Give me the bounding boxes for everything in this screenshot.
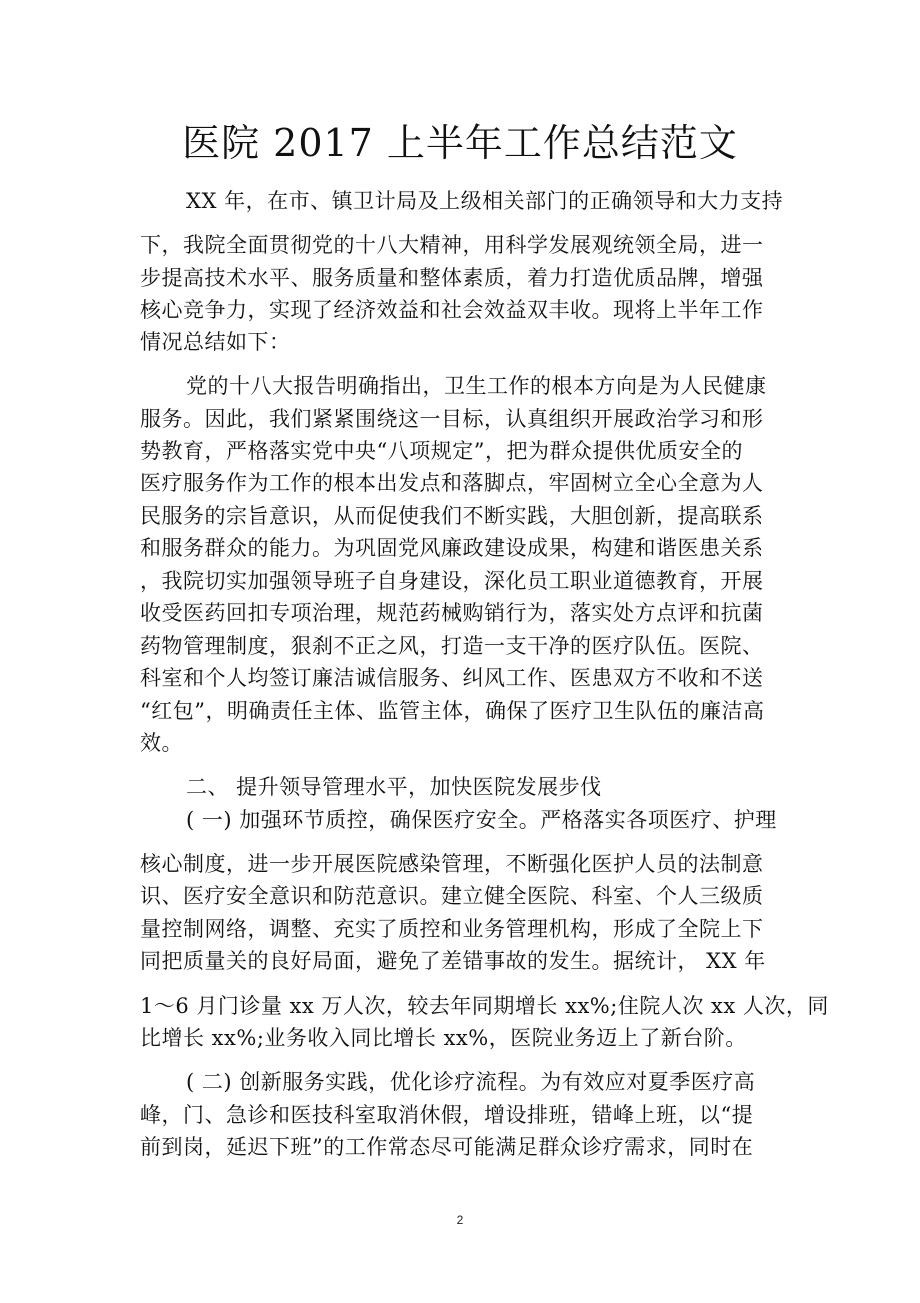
text-line: 识、医疗安全意识和防范意识。建立健全医院、科室、个人三级质 <box>140 884 764 908</box>
text-line: ( 一) 加强环节质控，确保医疗安全。严格落实各项医疗、护理 <box>186 808 777 832</box>
text-line: 和服务群众的能力。为巩固党风廉政建设成果，构建和谐医患关系 <box>140 536 764 560</box>
text-line: 1～6 月门诊量 xx 万人次，较去年同期增长 xx%;住院人次 xx 人次，同 <box>140 994 829 1018</box>
text-line: 收受医药回扣专项治理，规范药械购销行为，落实处方点评和抗菌 <box>140 601 764 625</box>
text-line: 步提高技术水平、服务质量和整体素质，着力打造优质品牌，增强 <box>140 266 764 290</box>
text-line: 势教育，严格落实党中央“八项规定”，把为群众提供优质安全的 <box>140 439 743 463</box>
text-line: XX 年，在市、镇卫计局及上级相关部门的正确领导和大力支持 <box>186 189 784 213</box>
text-line: 服务。因此，我们紧紧围绕这一目标，认真组织开展政治学习和形 <box>140 407 764 431</box>
text-line: 效。 <box>140 731 183 755</box>
text-line: 量控制网络，调整、充实了质控和业务管理机构，形成了全院上下 <box>140 917 764 941</box>
text-line: 药物管理制度，狠刹不正之风，打造一支干净的医疗队伍。医院、 <box>140 634 764 658</box>
text-line: 下，我院全面贯彻党的十八大精神，用科学发展观统领全局，进一 <box>140 233 764 257</box>
text-line: ，我院切实加强领导班子自身建设，深化员工职业道德教育，开展 <box>140 569 764 593</box>
text-line: 同把质量关的良好局面，避免了差错事故的发生。据统计， XX 年 <box>140 949 766 973</box>
section-heading: 二、 提升领导管理水平，加快医院发展步伐 <box>186 775 602 799</box>
text-line: 科室和个人均签订廉洁诚信服务、纠风工作、医患双方不收和不送 <box>140 666 764 690</box>
text-line: ( 二) 创新服务实践，优化诊疗流程。为有效应对夏季医疗高 <box>186 1070 756 1094</box>
text-line: 民服务的宗旨意识，从而促使我们不断实践，大胆创新，提高联系 <box>140 504 764 528</box>
text-line: 前到岗，延迟下班”的工作常态尽可能满足群众诊疗需求，同时在 <box>140 1135 754 1159</box>
text-line: 情况总结如下： <box>140 330 291 354</box>
text-line: 核心制度，进一步开展医院感染管理，不断强化医护人员的法制意 <box>140 852 764 876</box>
document-title: 医院 2017 上半年工作总结范文 <box>182 121 738 165</box>
text-line: 核心竞争力，实现了经济效益和社会效益双丰收。现将上半年工作 <box>140 298 764 322</box>
text-line: 峰，门、急诊和医技科室取消休假，增设排班，错峰上班，以“提 <box>140 1103 754 1127</box>
text-line: 党的十八大报告明确指出，卫生工作的根本方向是为人民健康 <box>186 374 767 398</box>
text-line: “红包”，明确责任主体、监管主体，确保了医疗卫生队伍的廉洁高 <box>140 699 765 723</box>
page-number: 2 <box>456 1213 464 1227</box>
text-line: 医疗服务作为工作的根本出发点和落脚点，牢固树立全心全意为人 <box>140 471 764 495</box>
text-line: 比增长 xx%;业务收入同比增长 xx%，医院业务迈上了新台阶。 <box>140 1026 747 1050</box>
